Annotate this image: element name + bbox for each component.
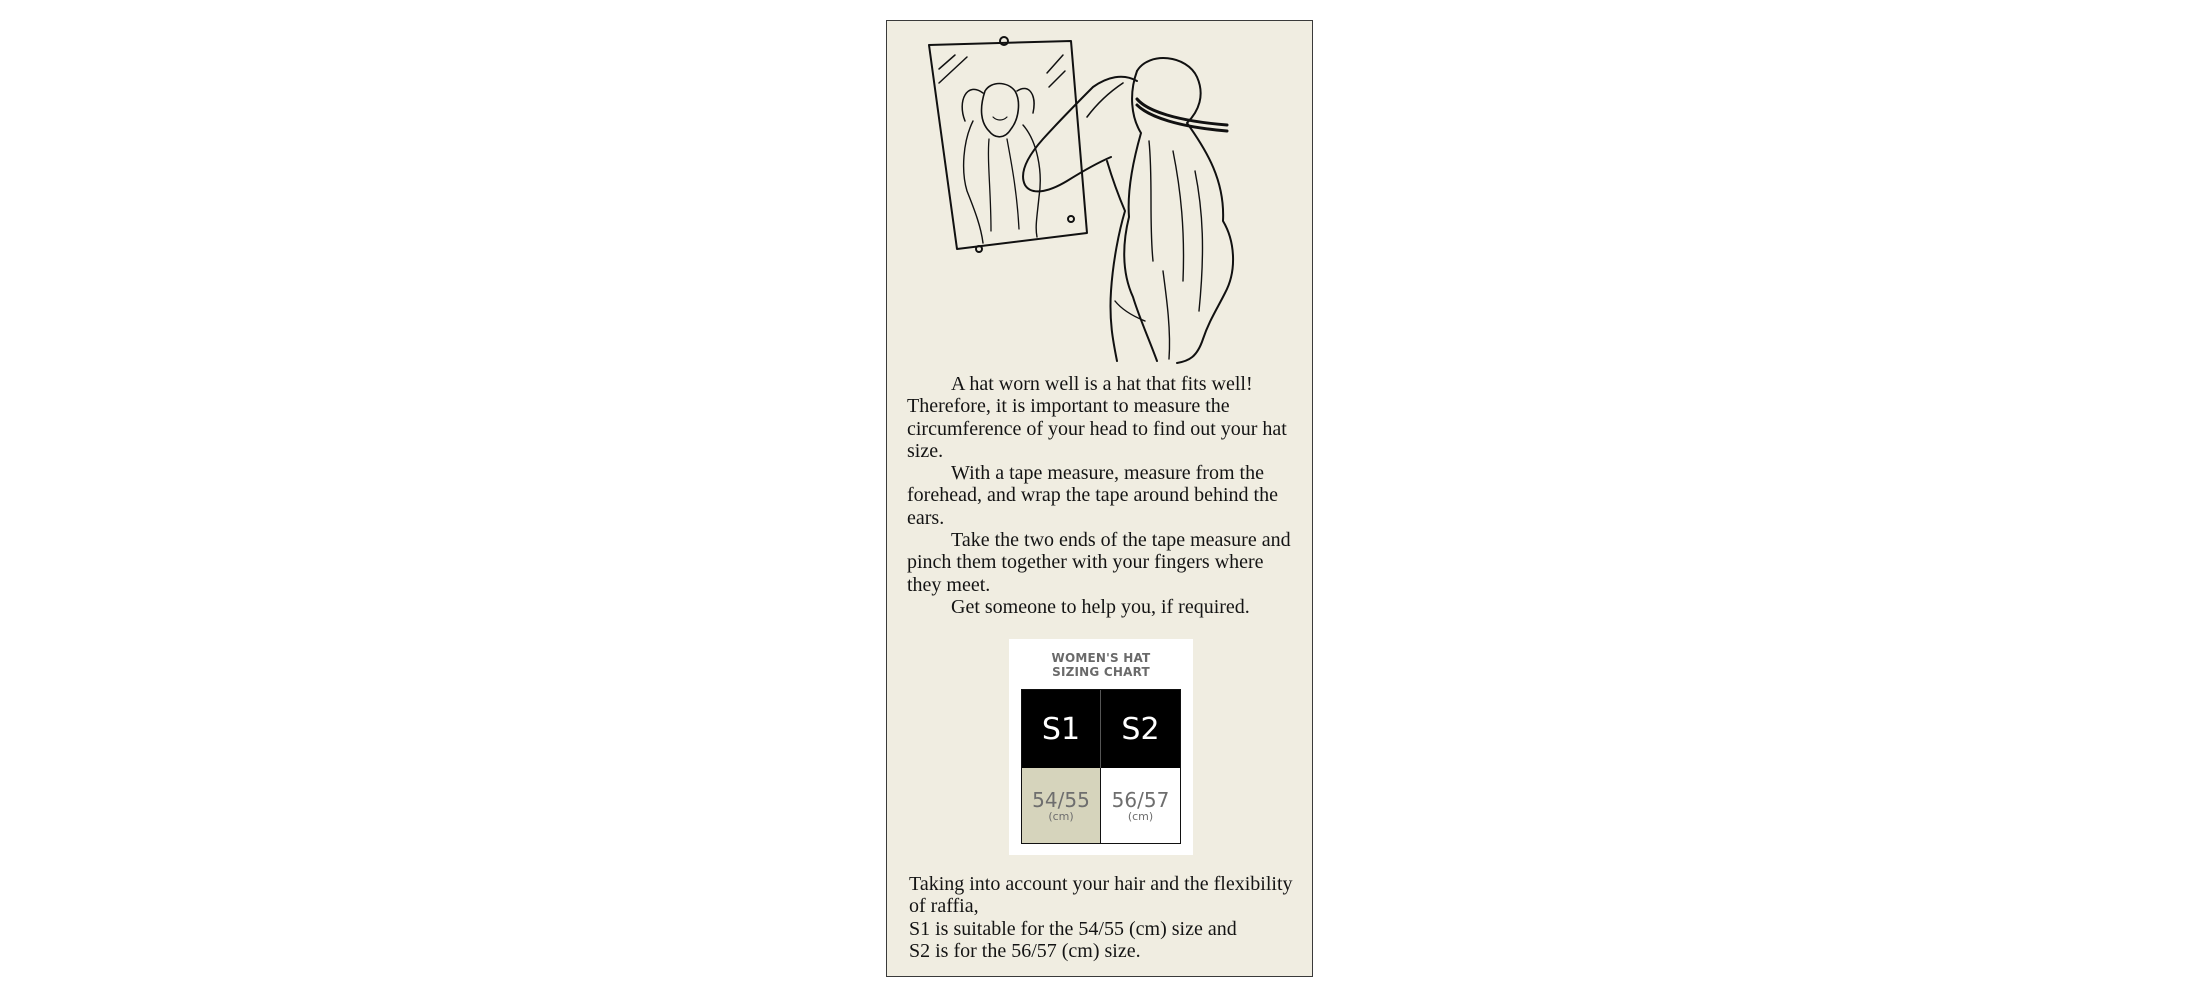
size-value-cell-s2: [1101, 768, 1180, 843]
sizing-table: [1021, 689, 1181, 844]
womens-hat-sizing-chart: [1009, 639, 1193, 855]
sizing-chart-title-line-2: SIZING CHART: [1052, 665, 1150, 679]
instruction-paragraph-3: Take the two ends of the tape measure and pinch them together with your fingers where they meet.: [907, 529, 1291, 596]
recommendation-line-2: S1 is suitable for the 54/55 (cm) size and: [909, 917, 1237, 940]
instruction-paragraph-4: Get someone to help you, if required.: [951, 595, 1250, 618]
size-value-cell-s1: [1022, 768, 1101, 843]
size-unit-s2: (cm): [1127, 809, 1154, 823]
size-label-s1: S1: [1022, 690, 1101, 768]
recommendation-line-1: Taking into account your hair and the flexibility of raffia,: [909, 873, 1293, 918]
instruction-paragraph-1: A hat worn well is a hat that fits well! Therefore, it is important to measure the circumference of your head to find out your hat size.: [907, 373, 1287, 462]
size-value-s1: 54/55: [1032, 787, 1090, 812]
size-value-s2: 56/57: [1111, 787, 1170, 812]
hat-sizing-card: [886, 20, 1313, 977]
size-recommendation: [909, 873, 1299, 962]
sizing-chart-title: [1009, 651, 1193, 679]
instruction-paragraph-2: With a tape measure, measure from the forehead, and wrap the tape around behind the ears.: [907, 462, 1278, 529]
recommendation-line-3: S2 is for the 56/57 (cm) size.: [909, 939, 1141, 962]
size-label-s2: S2: [1101, 690, 1180, 768]
measuring-instructions: [907, 373, 1299, 618]
size-unit-s1: (cm): [1048, 809, 1074, 823]
woman-measuring-head-illustration: [887, 21, 1314, 371]
sizing-chart-title-line-1: WOMEN'S HAT: [1051, 651, 1151, 665]
